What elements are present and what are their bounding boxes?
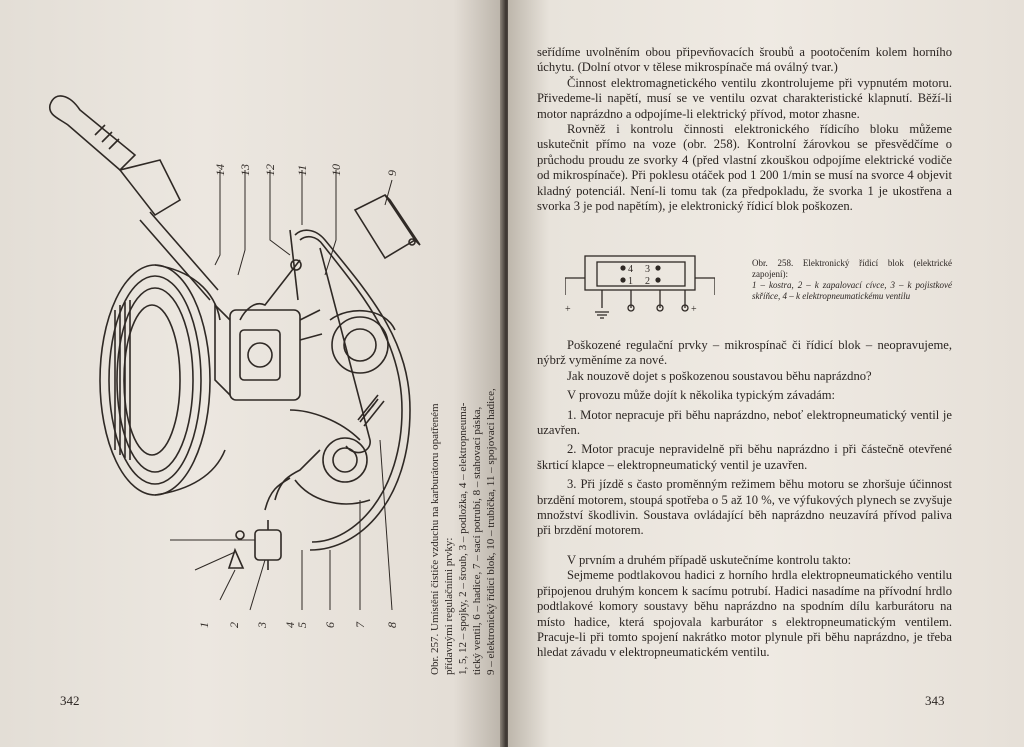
paragraph: seřídíme uvolněním obou připevňovacích šroubů a pootočením kolem horního úchytu. (Dolní otvor v tělese mikrospínače má oválný tvar.) xyxy=(537,45,952,75)
callout-7: 7 xyxy=(353,622,367,628)
caption-line: 1, 5, 12 – spojky, 2 – šroub, 3 – podložka, 4 – elektropneuma- xyxy=(457,402,469,675)
paragraph: Činnost elektromagnetického ventilu zkontrolujeme při vypnutém motoru. Přivedeme-li napětí, musí se ve ventilu ozvat charakteristické klapnutí. Běží-li motor naprázdno a odpojíme-li elektrický přívod, motor zhasne. xyxy=(537,75,952,121)
callout-4: 4 xyxy=(283,622,297,628)
paragraph: V prvním a druhém případě uskutečníme kontrolu takto: xyxy=(567,552,852,567)
callout-10: 10 xyxy=(329,164,343,176)
caption-items: 1 – kostra, 2 – k zapalovací cívce, 3 – k pojistkové skříňce, 4 – k elektropneumatickému ventilu xyxy=(752,280,952,301)
figure-258-caption xyxy=(752,258,952,302)
callout-1: 1 xyxy=(197,622,211,628)
callout-9: 9 xyxy=(385,170,399,176)
figure-257-engine-drawing xyxy=(40,80,440,640)
callout-13: 13 xyxy=(238,164,252,176)
figure-258-circuit xyxy=(565,250,715,320)
list-item: 1. Motor nepracuje při běhu naprázdno, neboť elektropneumatický ventil je uzavřen. xyxy=(537,407,952,438)
caption-line: tický ventil, 6 – hadice, 7 – sací potrubí, 8 – stahovací páska, xyxy=(471,406,483,675)
callout-6: 6 xyxy=(323,622,337,628)
paragraph: V provozu může dojít k několika typickým závadám: xyxy=(567,388,836,403)
page-number-left: 342 xyxy=(60,693,80,708)
terminal-label-4: 4 xyxy=(628,264,633,275)
caption-line: přídavnými regulačními prvky: xyxy=(443,537,455,675)
paragraph: Poškozené regulační prvky – mikrospínač či řídicí blok – neopravujeme, nýbrž vyměníme za nové. xyxy=(537,338,952,368)
callout-3: 3 xyxy=(255,622,269,628)
callout-11: 11 xyxy=(295,164,309,176)
caption-title: Obr. 258. Elektronický řídicí blok (elektrické zapojení): xyxy=(752,258,952,279)
callout-8: 8 xyxy=(385,622,399,628)
caption-line: 9 – elektronický řídicí blok, 10 – trubička, 11 – spojovací hadice, xyxy=(485,388,497,675)
list-item: 3. Při jízdě s často proměnným režimem běhu motoru se zhoršuje účinnost brzdění motorem, stoupá spotřeba o 5 až 10 %, ve výfukových plynech se zvyšuje množství škodlivin. Soustava ovládající běh naprázdno neuzavírá přívod paliva při brzdění motorem. xyxy=(537,477,952,538)
callout-14: 14 xyxy=(213,164,227,176)
paragraph: Rovněž i kontrolu činnosti elektronického řídicího bloku můžeme uskutečnit přímo na voze (obr. 258). Kontrolní žárovkou se přesvědčíme o průchodu proudu ze svorky 4 (před vlastní zkouškou odpojíme elektrické vodiče od mikrospínače). Při poklesu otáček pod 1 200 1/min se musí na svorce 4 objevit kladný potenciál. Není-li tomu tak (za předpokladu, že svorka 1 je ukostřena a svorka 3 je pod napětím), je elektronický řídicí blok poškozen. xyxy=(537,122,952,214)
terminal-sign-left: + xyxy=(565,304,571,315)
caption-line: Obr. 257. Umístění čističe vzduchu na karburátoru opatřeném xyxy=(429,403,441,675)
text-block-top xyxy=(537,45,952,214)
left-page xyxy=(0,0,504,747)
callout-12: 12 xyxy=(263,164,277,176)
page-number-right: 343 xyxy=(925,693,945,708)
terminal-label-2: 2 xyxy=(645,276,650,287)
terminal-label-3: 3 xyxy=(645,264,650,275)
list-item: 2. Motor pracuje nepravidelně při běhu naprázdno i při částečně otevřené škrticí klapce – elektropneumatický ventil je uzavřen. xyxy=(537,442,952,472)
callout-2: 2 xyxy=(227,622,241,628)
terminal-sign-right: + xyxy=(691,304,697,315)
callout-5: 5 xyxy=(295,622,309,628)
terminal-label-1: 1 xyxy=(628,276,633,287)
paragraph: Sejmeme podtlakovou hadici z horního hrdla elektropneumatického ventilu připojenou druhým koncem k sacímu potrubí. Hadici nasadíme na přívodní hrdlo podtlakové komory soustavy běhu naprázdno na spodním dílu karburátoru na místo hadice, která spojovala karburátor s elektropneumatickým ventilem. Pracuje-li při tomto spojení nakrátko motor plynule při běhu naprázdno, je třeba hledat závadu v elektropneumatickém ventilu. xyxy=(537,568,952,660)
text-block-bottom xyxy=(537,338,952,661)
subheading-question: Jak nouzově dojet s poškozenou soustavou běhu naprázdno? xyxy=(567,368,872,383)
